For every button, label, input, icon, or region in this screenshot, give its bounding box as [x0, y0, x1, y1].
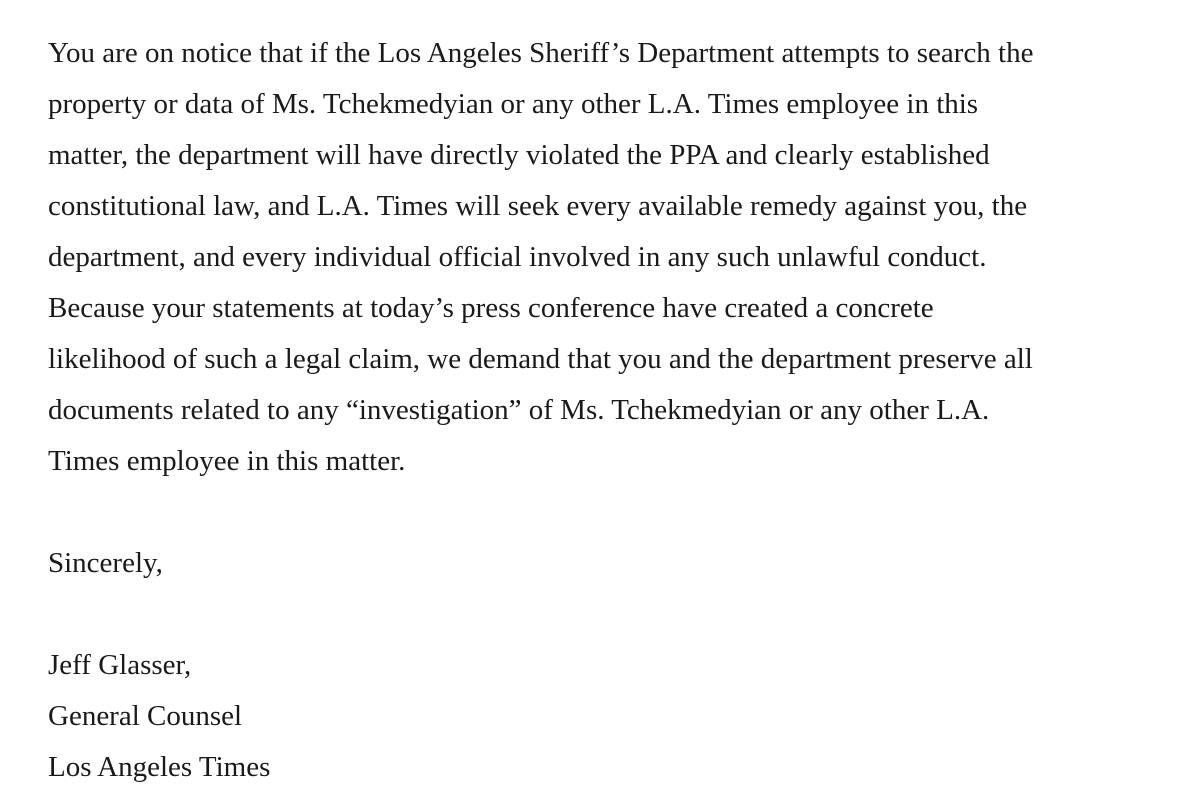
body-line: matter, the department will have directly violated the PPA and clearly established [48, 139, 990, 171]
body-line: department, and every individual official involved in any such unlawful conduct. [48, 241, 987, 273]
signer-organization: Los Angeles Times [48, 751, 271, 783]
body-line: You are on notice that if the Los Angeles Sheriff’s Department attempts to search the [48, 37, 1034, 69]
closing-salutation: Sincerely, [48, 547, 163, 579]
body-line: Times employee in this matter. [48, 445, 406, 477]
letter-document [48, 28, 1168, 793]
paragraph-spacer [48, 589, 1168, 640]
signer-title: General Counsel [48, 700, 243, 732]
body-line: property or data of Ms. Tchekmedyian or any other L.A. Times employee in this [48, 88, 979, 120]
body-line: documents related to any “investigation” of Ms. Tchekmedyian or any other L.A. [48, 394, 990, 426]
signer-name: Jeff Glasser, [48, 649, 192, 681]
body-paragraph [48, 28, 1168, 487]
signature-block [48, 640, 1168, 793]
body-line: constitutional law, and L.A. Times will seek every available remedy against you, the [48, 190, 1028, 222]
body-line: likelihood of such a legal claim, we demand that you and the department preserve all [48, 343, 1033, 375]
body-line: Because your statements at today’s press conference have created a concrete [48, 292, 934, 324]
paragraph-spacer [48, 487, 1168, 538]
